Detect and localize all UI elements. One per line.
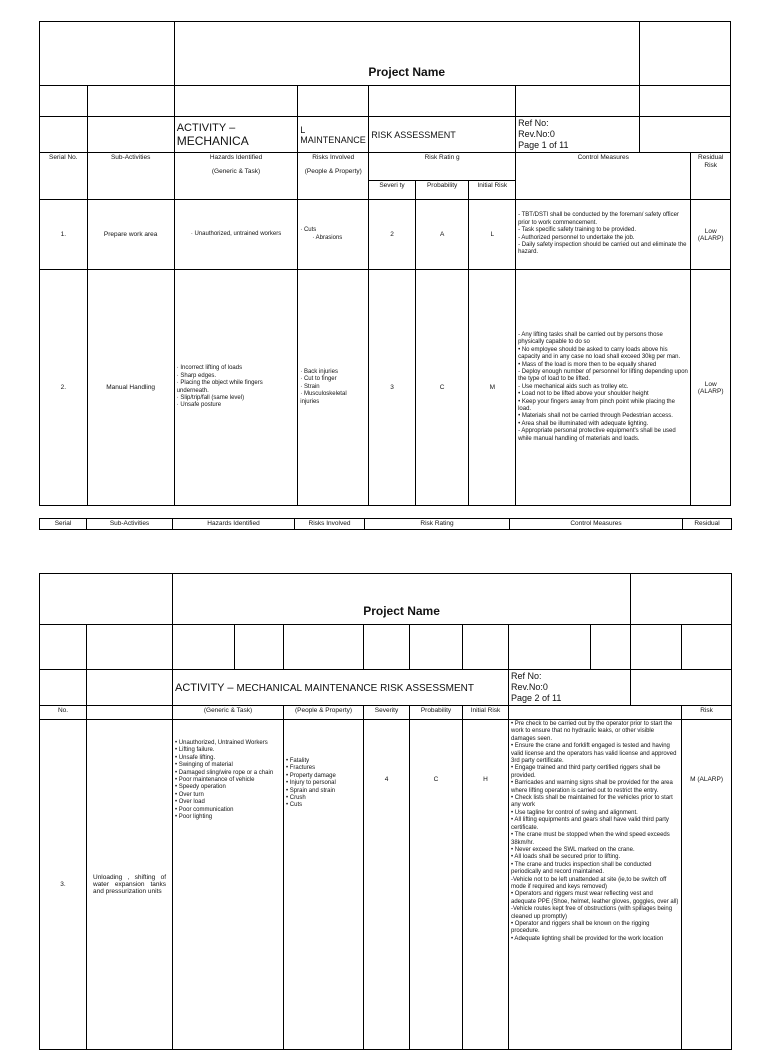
header-no: No. <box>40 706 87 720</box>
page-number: Page 1 of 11 <box>518 140 569 150</box>
activity-title-part2: L MAINTENANCE <box>298 117 369 153</box>
header-severity: Severity <box>364 706 410 720</box>
residual-risk-cell: M (ALARP) <box>682 720 732 1050</box>
header-severity: Severi ty <box>369 181 416 200</box>
header-serial: Serial No. <box>40 153 88 200</box>
page2-table <box>39 573 732 1050</box>
page1-table <box>39 21 731 506</box>
header-sub-activities: Sub-Activities <box>87 153 174 200</box>
page1-footer-header <box>39 518 732 530</box>
probability-cell: C <box>410 720 463 1050</box>
activity-title-part3: RISK ASSESSMENT <box>369 117 516 153</box>
control-measures-cell: • Pre check to be carried out by the operator prior to start the work to ensure that no hydraulic leaks, or other visible damages seen. • Ensure the crane and forklift engaged is tested and having valid license and the operators has valid license and approved 3rd party certificate. • Engage trained and third party certified riggers shall be provided. • Barricades and warning signs shall be provided for the area where lifting operation is carried out to restrict the entry. • Check lists shall be maintained for the vehicles prior to start any work • Use tagline for control of swing and alignment. • All lifting equipments and gears shall have valid third party certificate. • The crane must be stopped when the wind speed exceeds 38km/hr. • Never exceed the SWL marked on the crane. • All loads shall be secured prior to lifting. • The crane and trucks inspection shall be conducted periodically and record maintained. -Vehicle not to be left unattended at site (ie,to be switch off mode if required and keys removed) • Operators and riggers must wear reflecting vest and adequate PPE (Shoe, helmet, leather gloves, goggles, over all) -Vehicle routes kept free of obstructions (with spillages being cleaned up promptly) • Operator and riggers shall be known on the rigging procedure. • Adequate lighting shall be provided for the work location <box>509 720 682 1050</box>
control-measures-cell: - TBT/DSTI shall be conducted by the foreman/ safety officer prior to work commencement. - Task specific safety training to be provided. - Authorized personnel to undertake the job. - Daily safety inspection should be carried out and eliminate the hazard. <box>516 200 691 270</box>
table-row <box>40 720 732 1050</box>
document-ref <box>509 670 631 706</box>
rev-no: Rev.No:0 <box>511 682 548 692</box>
table-row <box>40 270 731 506</box>
activity-title-part1: ACTIVITY – MECHANICA <box>174 117 298 153</box>
serial-cell: 3. <box>40 720 87 1050</box>
footer-serial: Serial <box>40 519 87 530</box>
footer-hazards: Hazards Identified <box>173 519 295 530</box>
risks-cell: · Cuts · Abrasions <box>298 200 369 270</box>
ref-no: Ref No: <box>511 671 542 681</box>
header-hazards: Hazards Identified (Generic & Task) <box>174 153 298 200</box>
serial-cell: 1. <box>40 200 88 270</box>
header-initial-risk: Initial Risk <box>463 706 509 720</box>
header-risks: Risks Involved (People & Property) <box>298 153 369 200</box>
ref-no: Ref No: <box>518 118 549 128</box>
risks-cell: · Back injuries · Cut to finger · Strain · Musculoskeletal injuries <box>298 270 369 506</box>
control-measures-cell: - Any lifting tasks shall be carried out by persons those physically capable to do so • No employee should be asked to carry loads above his capacity and in any case no load shall exceed 30kg per man. • Mass of the load is more then to be equally shared - Deploy enough number of personnel for lifting depending upon the type of load to be lifted. - Use mechanical aids such as trolley etc. • Load not to be lifted above your shoulder height • Keep your fingers away from pinch point while placing the load. • Materials shall not be carried through Pedestrian access. • Area shall be illuminated with adequate lighting. - Appropriate personal protective equipment's shall be used while manual handling of materials and loads. <box>516 270 691 506</box>
severity-cell: 3 <box>369 270 416 506</box>
header-residual-risk: Risk <box>682 706 732 720</box>
hazards-cell: • Unauthorized, Untrained Workers • Lifting failure. • Unsafe lifting. • Swinging of material • Damaged sling/wire rope or a chain • Poor maintenance of vehicle • Speedy operation • Over turn • Over load • Poor communication • Poor lighting <box>173 720 284 1050</box>
sub-activity-cell: Unloading , shifting of water expansion tanks and pressurization units <box>87 720 173 1050</box>
initial-risk-cell: L <box>469 200 516 270</box>
initial-risk-cell: M <box>469 270 516 506</box>
risks-cell: • Fatality • Fractures • Property damage • Injury to personal • Sprain and strain • Crush • Cuts <box>284 720 364 1050</box>
header-risk-rating: Risk Ratin g <box>369 153 516 181</box>
project-name: Project Name <box>173 574 631 625</box>
header-risks-sub: (People & Property) <box>284 706 364 720</box>
risk-assessment-page-2 <box>39 573 731 1050</box>
header-probability: Probability <box>415 181 469 200</box>
hazards-cell: · Unauthorized, untrained workers <box>174 200 298 270</box>
footer-residual: Residual <box>683 519 732 530</box>
header-initial-risk: Initial Risk <box>469 181 516 200</box>
header-probability: Probability <box>410 706 463 720</box>
serial-cell: 2. <box>40 270 88 506</box>
residual-risk-cell: Low (ALARP) <box>691 270 731 506</box>
activity-title: ACTIVITY – MECHANICAL MAINTENANCE RISK ASSESSMENT <box>173 670 509 706</box>
risk-assessment-page-1 <box>39 21 731 530</box>
page-number: Page 2 of 11 <box>511 693 562 703</box>
sub-activity-cell: Manual Handling <box>87 270 174 506</box>
severity-cell: 4 <box>364 720 410 1050</box>
header-hazards-sub: (Generic & Task) <box>173 706 284 720</box>
footer-sub-activities: Sub-Activities <box>87 519 173 530</box>
residual-risk-cell: Low (ALARP) <box>691 200 731 270</box>
sub-activity-cell: Prepare work area <box>87 200 174 270</box>
hazards-cell: · Incorrect lifting of loads · Sharp edges. · Placing the object while fingers underneath. · Slip/trip/fall (same level) · Unsafe posture <box>174 270 298 506</box>
project-name: Project Name <box>174 22 639 86</box>
table-row <box>40 200 731 270</box>
footer-risks: Risks Involved <box>295 519 365 530</box>
header-control-measures: Control Measures <box>516 153 691 200</box>
header-residual-risk: Residual Risk <box>691 153 731 200</box>
probability-cell: A <box>415 200 469 270</box>
initial-risk-cell: H <box>463 720 509 1050</box>
document-ref <box>516 117 640 153</box>
severity-cell: 2 <box>369 200 416 270</box>
footer-control-measures: Control Measures <box>510 519 683 530</box>
probability-cell: C <box>415 270 469 506</box>
rev-no: Rev.No:0 <box>518 129 555 139</box>
footer-risk-rating: Risk Rating <box>365 519 510 530</box>
